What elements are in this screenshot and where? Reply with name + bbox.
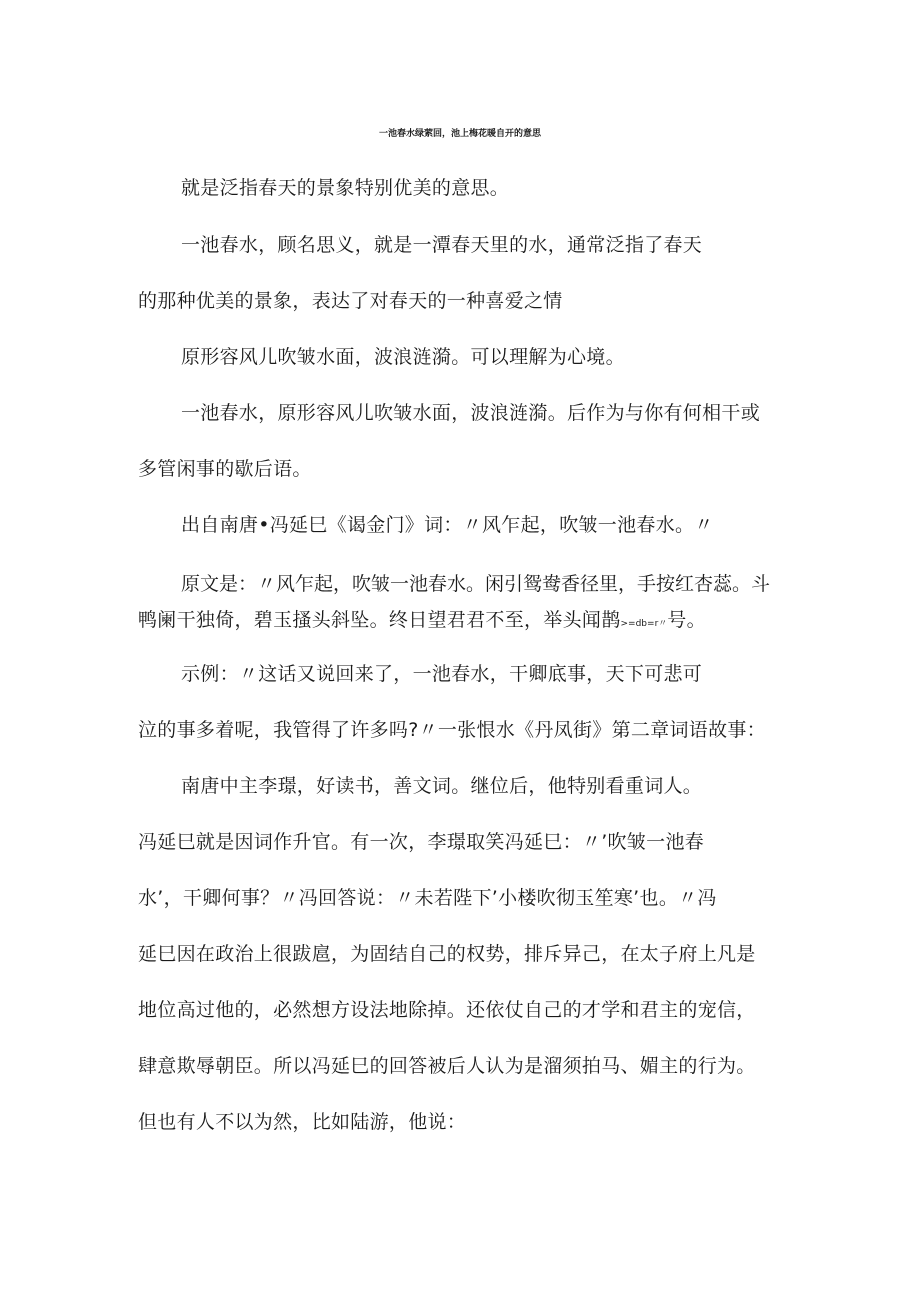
paragraph-line-18: 但也有人不以为然，比如陆游，他说： [138, 1111, 467, 1133]
paragraph-line-10: 示例：〃这话又说回来了，一池春水，干卿底事，天下可悲可 [181, 663, 703, 685]
paragraph-line-1: 就是泛指春天的景象特别优美的意思。 [181, 177, 510, 199]
line-9-text: 鸭阑干独倚，碧玉搔头斜坠。终日望君君不至，举头闻鹊 [138, 609, 621, 631]
paragraph-line-4: 原形容风儿吹皱水面，波浪涟漪。可以理解为心境。 [181, 346, 625, 368]
paragraph-line-5: 一池春水，原形容风儿吹皱水面，波浪涟漪。后作为与你有何相干或 [181, 402, 761, 424]
line-9-tail: 号。 [667, 609, 706, 631]
paragraph-line-7: 出自南唐•冯延巳《谒金门》词：〃风乍起，吹皱一池春水。〃 [181, 514, 714, 536]
paragraph-line-16: 地位高过他的，必然想方设法地除掉。还依仗自己的才学和君主的宠信， [138, 999, 756, 1021]
paragraph-line-2: 一池春水，顾名思义，就是一潭春天里的水，通常泛指了春天 [181, 234, 703, 256]
paragraph-line-13: 冯延巳就是因词作升官。有一次，李璟取笑冯延巳：〃’吹皱一池春 [138, 831, 705, 853]
paragraph-line-6: 多管闲事的歇后语。 [138, 458, 312, 480]
paragraph-line-9 [138, 607, 706, 637]
paragraph-line-15: 延巳因在政治上很跋扈，为固结自己的权势，排斥异己，在太子府上凡是 [138, 943, 756, 965]
paragraph-line-8: 原文是：〃风乍起，吹皱一池春水。闲引鸳鸯香径里，手按红杏蕊。斗 [181, 573, 771, 595]
paragraph-line-12: 南唐中主李璟，好读书，善文词。继位后，他特别看重词人。 [181, 775, 703, 797]
paragraph-line-11: 泣的事多着呢，我管得了许多吗?〃一张恨水《丹凤街》第二章词语故事： [138, 719, 766, 741]
document-title: 一池春水绿萦回，池上梅花暖自开的意思 [378, 129, 541, 139]
paragraph-line-14: 水’，干卿何事？〃冯回答说：〃未若陛下’小楼吹彻玉笙寒’也。〃冯 [138, 887, 717, 909]
garbled-text: >=db=r〃 [620, 619, 668, 629]
paragraph-line-17: 肆意欺辱朝臣。所以冯延巳的回答被后人认为是溜须拍马、媚主的行为。 [138, 1055, 756, 1077]
paragraph-line-3: 的那种优美的景象，表达了对春天的一种喜爱之情 [138, 290, 563, 312]
